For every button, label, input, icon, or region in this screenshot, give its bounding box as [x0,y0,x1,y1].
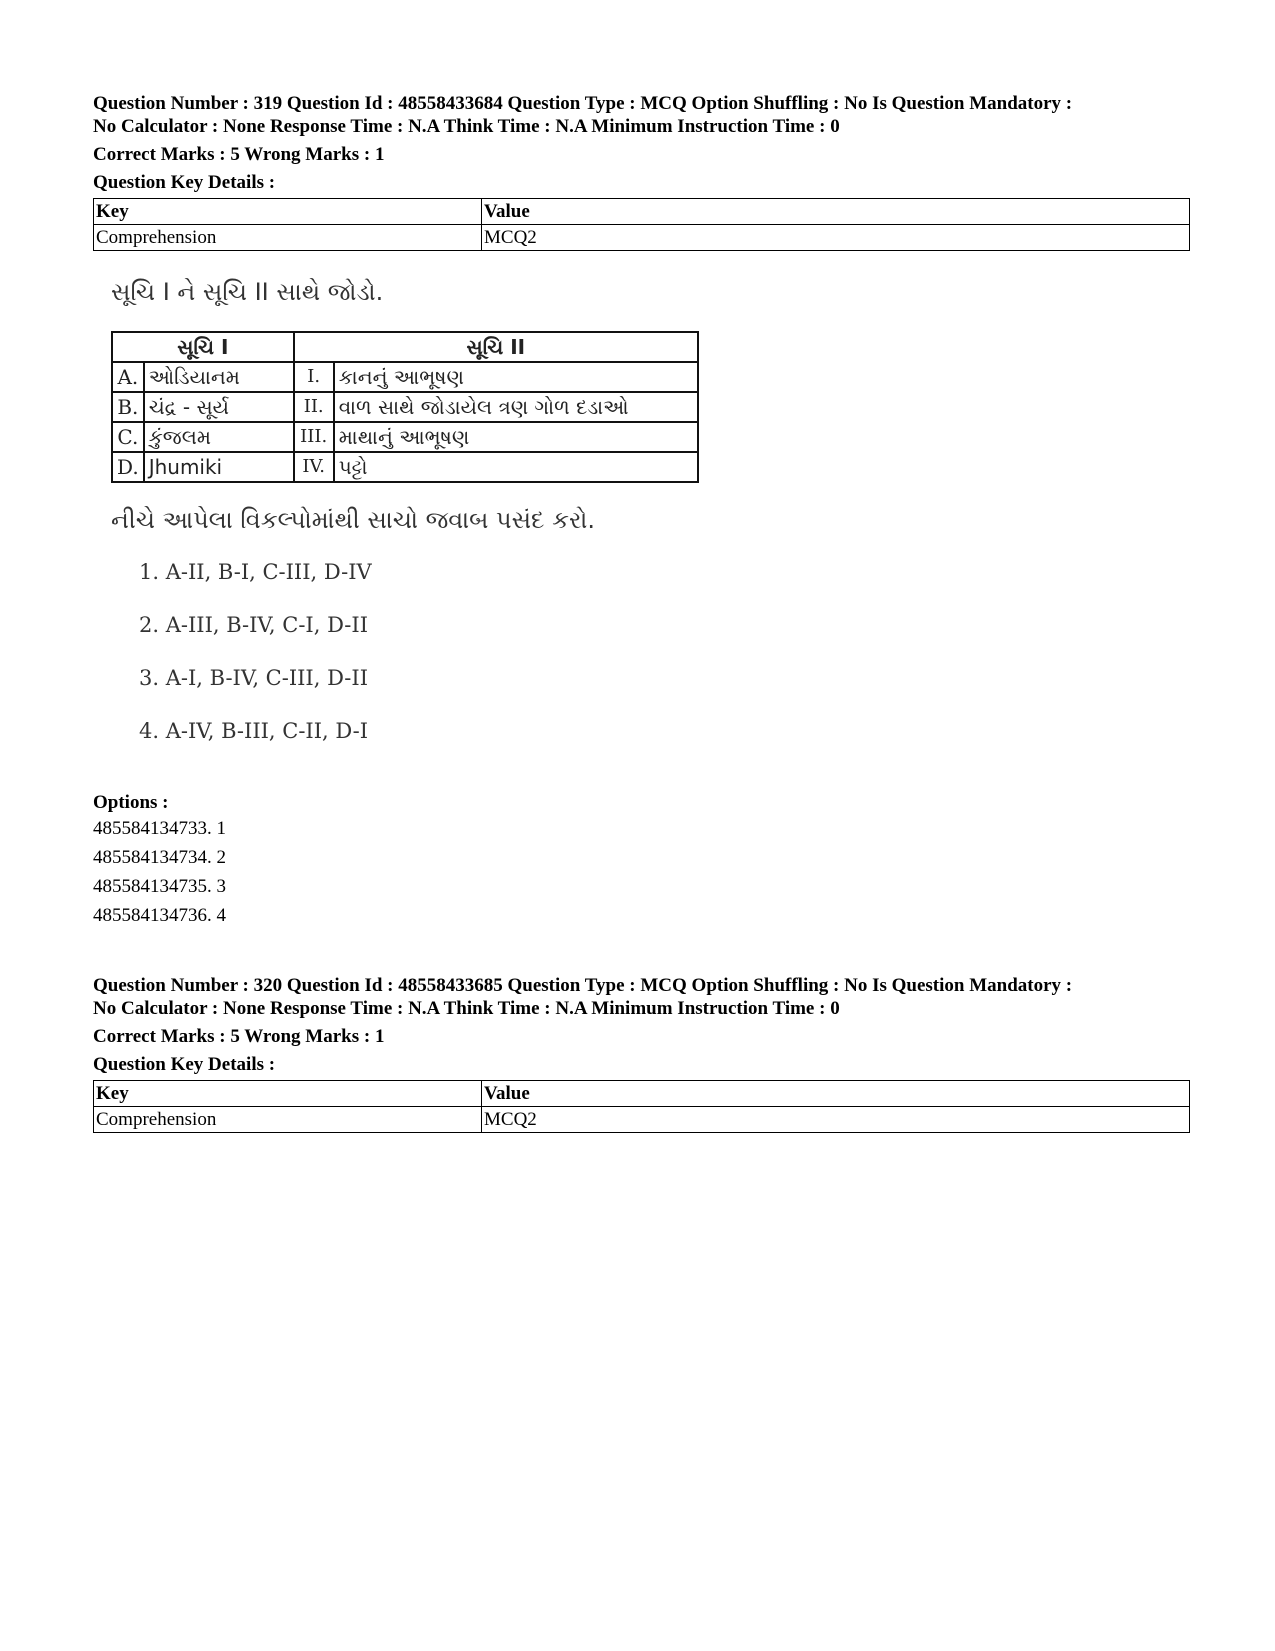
marks-line: Correct Marks : 5 Wrong Marks : 1 [93,144,385,165]
match-roman: II. [294,392,334,422]
answer-choice: 1. A-II, B-I, C-III, D-IV [139,560,372,584]
match-letter: D. [112,452,144,482]
list-2-header: સૂચિ II [294,332,698,362]
answer-choices [139,557,811,769]
match-letter: C. [112,422,144,452]
question-header [93,92,1193,138]
value-cell: MCQ2 [482,225,1190,251]
match-item: ઓડિયાનમ [144,362,294,392]
match-item: કુંજલમ [144,422,294,452]
match-desc: વાળ સાથે જોડાયેલ ત્રણ ગોળ દડાઓ [334,392,698,422]
match-letter: A. [112,362,144,392]
key-details-label: Question Key Details : [93,1054,276,1075]
key-cell: Comprehension [94,225,482,251]
match-row [112,362,698,392]
table-header-row [94,1081,1190,1107]
value-header: Value [482,1081,1190,1107]
option-item: 485584134735. 3 [93,876,226,897]
match-roman: IV. [294,452,334,482]
question-prompt: સૂચિ I ને સૂચિ II સાથે જોડો. [111,278,384,306]
match-desc: માથાનું આભૂષણ [334,422,698,452]
question-header-line2: No Calculator : None Response Time : N.A Think Time : N.A Minimum Instruction Time : 0 [93,116,840,137]
question-image [111,277,811,769]
match-desc: પટ્ટો [334,452,698,482]
value-cell: MCQ2 [482,1107,1190,1133]
question-319 [93,92,1193,930]
key-cell: Comprehension [94,1107,482,1133]
table-row [94,225,1190,251]
list-1-header: સૂચિ I [112,332,294,362]
match-item: Jhumiki [144,452,294,482]
match-roman: I. [294,362,334,392]
options-label: Options : [93,792,169,813]
question-header-line2: No Calculator : None Response Time : N.A Think Time : N.A Minimum Instruction Time : 0 [93,998,840,1019]
key-header: Key [94,199,482,225]
answer-choice: 2. A-III, B-IV, C-I, D-II [139,613,368,637]
match-table [111,331,699,483]
match-roman: III. [294,422,334,452]
key-details-table [93,198,1190,251]
table-row [94,1107,1190,1133]
table-header-row [94,199,1190,225]
match-item: ચંદ્ર - સૂર્ય [144,392,294,422]
answer-choice: 3. A-I, B-IV, C-III, D-II [139,666,368,690]
match-row [112,452,698,482]
answer-choice: 4. A-IV, B-III, C-II, D-I [139,719,368,743]
question-header-line1: Question Number : 319 Question Id : 48558433684 Question Type : MCQ Option Shuffling : No Is Question Mandatory : [93,93,1073,114]
key-details-table [93,1080,1190,1133]
question-header-line1: Question Number : 320 Question Id : 48558433685 Question Type : MCQ Option Shuffling : No Is Question Mandatory : [93,975,1073,996]
match-row [112,422,698,452]
question-320 [93,974,1193,1133]
option-item: 485584134736. 4 [93,905,226,926]
key-details-label: Question Key Details : [93,172,276,193]
match-header-row [112,332,698,362]
match-desc: કાનનું આભૂષણ [334,362,698,392]
key-header: Key [94,1081,482,1107]
option-item: 485584134734. 2 [93,847,226,868]
question-instruction: નીચે આપેલા વિકલ્પોમાંથી સાચો જવાબ પસંદ કરો. [111,506,596,534]
option-item: 485584134733. 1 [93,818,226,839]
marks-line: Correct Marks : 5 Wrong Marks : 1 [93,1026,385,1047]
document-page [93,92,1193,1133]
question-header [93,974,1193,1020]
match-row [112,392,698,422]
value-header: Value [482,199,1190,225]
match-letter: B. [112,392,144,422]
